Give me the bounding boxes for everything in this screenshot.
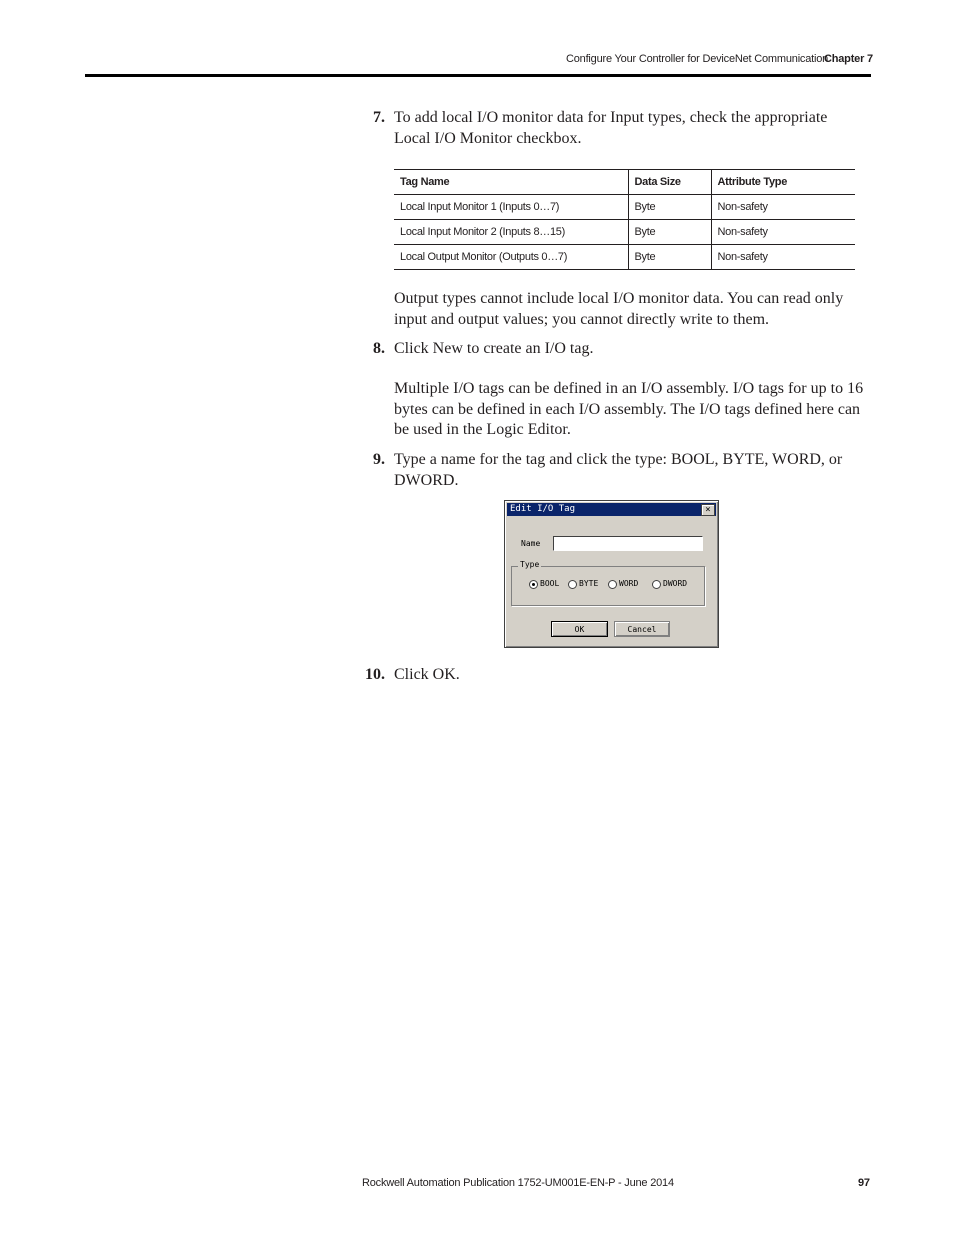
output-types-note — [394, 289, 874, 330]
step-10 — [365, 665, 874, 686]
table-cell: Byte — [628, 220, 711, 245]
edit-io-tag-dialog — [504, 500, 719, 648]
table-cell: Non-safety — [711, 220, 855, 245]
table-cell: Local Input Monitor 2 (Inputs 8…15) — [394, 220, 628, 245]
multiple-tags-note — [394, 379, 874, 441]
radio-label: WORD — [619, 579, 639, 588]
footer-publication: Rockwell Automation Publication 1752-UM001E-EN-P - June 2014 — [362, 1177, 674, 1189]
name-label: Name — [521, 539, 541, 548]
step-number: 7. — [373, 109, 385, 126]
step-8 — [373, 339, 874, 360]
paragraph-line: be used in the Logic Editor. — [394, 421, 571, 438]
dialog-title: Edit I/O Tag — [510, 504, 576, 514]
running-header-title: Configure Your Controller for DeviceNet Communication — [566, 53, 829, 65]
close-icon[interactable]: × — [701, 504, 715, 516]
running-header-chapter: Chapter 7 — [824, 53, 873, 65]
cancel-button[interactable]: Cancel — [614, 621, 670, 637]
radio-unselected-icon — [568, 580, 577, 589]
radio-unselected-icon — [652, 580, 661, 589]
column-header-attribute-type: Attribute Type — [711, 170, 855, 195]
table-cell: Byte — [628, 245, 711, 270]
type-group-label: Type — [520, 560, 540, 569]
step-text-line: Click OK. — [394, 666, 460, 683]
table-row — [394, 195, 855, 220]
radio-label: BOOL — [540, 579, 560, 588]
page-number: 97 — [858, 1177, 870, 1189]
table-cell: Local Input Monitor 1 (Inputs 0…7) — [394, 195, 628, 220]
header-rule — [85, 74, 871, 77]
paragraph-line: Output types cannot include local I/O monitor data. You can read only — [394, 290, 844, 307]
radio-label: DWORD — [663, 579, 688, 588]
step-number: 10. — [365, 666, 385, 683]
column-header-tag-name: Tag Name — [394, 170, 628, 195]
name-input[interactable] — [553, 536, 703, 551]
table-cell: Non-safety — [711, 195, 855, 220]
step-text-line: Local I/O Monitor checkbox. — [394, 129, 582, 147]
step-7 — [373, 108, 874, 149]
radio-byte[interactable] — [568, 579, 598, 589]
paragraph-line: Multiple I/O tags can be defined in an I/O assembly. I/O tags for up to 16 — [394, 380, 864, 397]
step-text-line: Type a name for the tag and click the type: BOOL, BYTE, WORD, or — [394, 451, 843, 468]
step-text-line: DWORD. — [394, 471, 459, 489]
step-number: 9. — [373, 451, 385, 468]
paragraph-line: bytes can be defined in each I/O assembly. The I/O tags defined here can — [394, 400, 861, 418]
step-9 — [373, 450, 874, 491]
radio-selected-icon — [529, 580, 538, 589]
dialog-titlebar — [507, 503, 716, 516]
step-text-line: To add local I/O monitor data for Input types, check the appropriate — [394, 109, 828, 126]
radio-dword[interactable] — [652, 579, 687, 589]
local-io-monitor-table — [394, 169, 855, 270]
ok-button[interactable]: OK — [551, 621, 608, 637]
column-header-data-size: Data Size — [628, 170, 711, 195]
table-cell: Byte — [628, 195, 711, 220]
table-cell: Non-safety — [711, 245, 855, 270]
table-row — [394, 245, 855, 270]
step-number: 8. — [373, 340, 385, 357]
radio-bool[interactable] — [529, 579, 559, 589]
step-text-line: Click New to create an I/O tag. — [394, 340, 594, 357]
table-cell: Local Output Monitor (Outputs 0…7) — [394, 245, 628, 270]
radio-unselected-icon — [608, 580, 617, 589]
table-header-row — [394, 170, 855, 195]
radio-word[interactable] — [608, 579, 638, 589]
radio-label: BYTE — [579, 579, 599, 588]
paragraph-line: input and output values; you cannot directly write to them. — [394, 310, 770, 328]
table-row — [394, 220, 855, 245]
